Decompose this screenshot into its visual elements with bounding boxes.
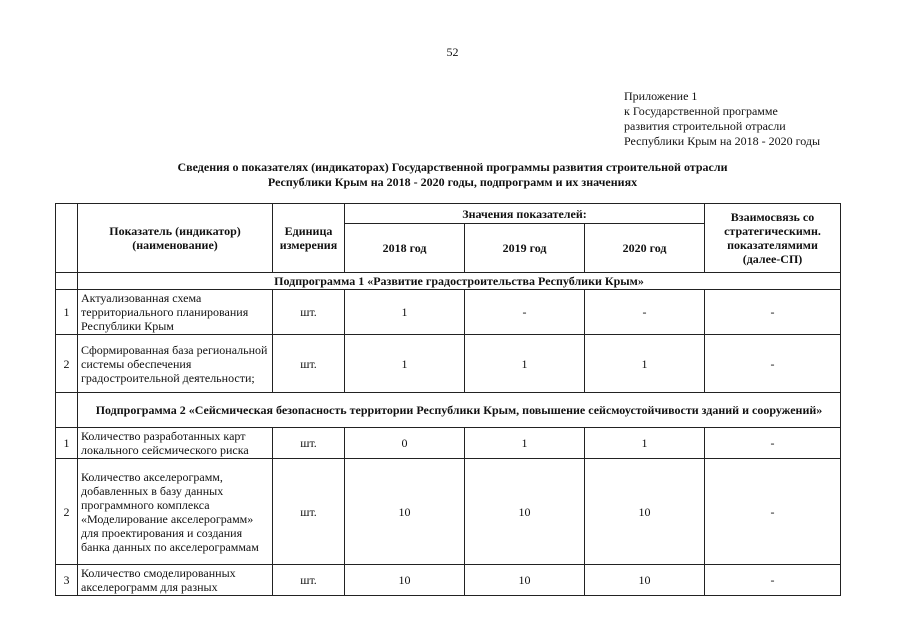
row-indicator: Сформированная база региональной системы обеспечения градостроительной деятельности; (78, 335, 273, 393)
header-year-2020: 2020 год (585, 224, 705, 273)
table-row (56, 428, 841, 459)
row-value-2018: 1 (345, 290, 465, 335)
row-value-2018: 10 (345, 565, 465, 596)
subprogram-title: Подпрограмма 2 «Сейсмическая безопасность территории Республики Крым, повышение сейсмоустойчивости зданий и сооружений» (78, 393, 841, 428)
header-num (56, 204, 78, 273)
row-num: 1 (56, 428, 78, 459)
row-indicator: Количество акселерограмм, добавленных в базу данных программного комплекса «Моделирование акселерограмм» для проектирования и создания банка данных по акселерограммам (78, 459, 273, 565)
row-link: - (705, 459, 841, 565)
page-number: 52 (446, 45, 459, 59)
row-value-2020: - (585, 290, 705, 335)
table-row (56, 335, 841, 393)
subprogram-num (56, 393, 78, 428)
appendix-line: Республики Крым на 2018 - 2020 годы (624, 134, 821, 148)
table-row (56, 565, 841, 596)
header-values-group: Значения показателей: (345, 204, 705, 224)
table-row (56, 459, 841, 565)
row-num: 2 (56, 459, 78, 565)
appendix-line: развития строительной отрасли (624, 119, 786, 133)
row-value-2019: 1 (465, 335, 585, 393)
appendix-line: Приложение 1 (624, 89, 698, 103)
indicators-table (55, 203, 841, 596)
subprogram-num (56, 273, 78, 290)
subprogram-row (56, 273, 841, 290)
row-link: - (705, 428, 841, 459)
header-link: Взаимосвязь со стратегическимн. показателямими (далее-СП) (705, 204, 841, 273)
row-num: 1 (56, 290, 78, 335)
document-title (0, 160, 905, 190)
row-indicator: Количество разработанных карт локального сейсмического риска (78, 428, 273, 459)
header-unit: Единица измерения (273, 204, 345, 273)
row-num: 2 (56, 335, 78, 393)
row-unit: шт. (273, 565, 345, 596)
row-value-2018: 10 (345, 459, 465, 565)
header-year-2019: 2019 год (465, 224, 585, 273)
row-unit: шт. (273, 428, 345, 459)
title-line: Республики Крым на 2018 - 2020 годы, подпрограмм и их значениях (267, 175, 638, 189)
row-value-2019: - (465, 290, 585, 335)
row-unit: шт. (273, 335, 345, 393)
row-value-2020: 1 (585, 428, 705, 459)
title-line: Сведения о показателях (индикаторах) Государственной программы развития строительной отрасли (177, 160, 728, 174)
row-value-2020: 10 (585, 565, 705, 596)
row-value-2019: 1 (465, 428, 585, 459)
subprogram-row (56, 393, 841, 428)
row-value-2019: 10 (465, 459, 585, 565)
row-link: - (705, 565, 841, 596)
row-unit: шт. (273, 459, 345, 565)
header-year-2018: 2018 год (345, 224, 465, 273)
row-num: 3 (56, 565, 78, 596)
row-link: - (705, 290, 841, 335)
appendix-note (624, 89, 820, 149)
row-value-2018: 1 (345, 335, 465, 393)
subprogram-title: Подпрограмма 1 «Развитие градостроительства Республики Крым» (78, 273, 841, 290)
row-indicator: Количество смоделированных акселерограмм для разных (78, 565, 273, 596)
row-unit: шт. (273, 290, 345, 335)
appendix-line: к Государственной программе (624, 104, 778, 118)
header-indicator: Показатель (индикатор) (наименование) (78, 204, 273, 273)
row-indicator: Актуализованная схема территориального планирования Республики Крым (78, 290, 273, 335)
row-value-2020: 1 (585, 335, 705, 393)
row-value-2020: 10 (585, 459, 705, 565)
row-value-2019: 10 (465, 565, 585, 596)
header-row (56, 204, 841, 224)
row-value-2018: 0 (345, 428, 465, 459)
row-link: - (705, 335, 841, 393)
table-row (56, 290, 841, 335)
